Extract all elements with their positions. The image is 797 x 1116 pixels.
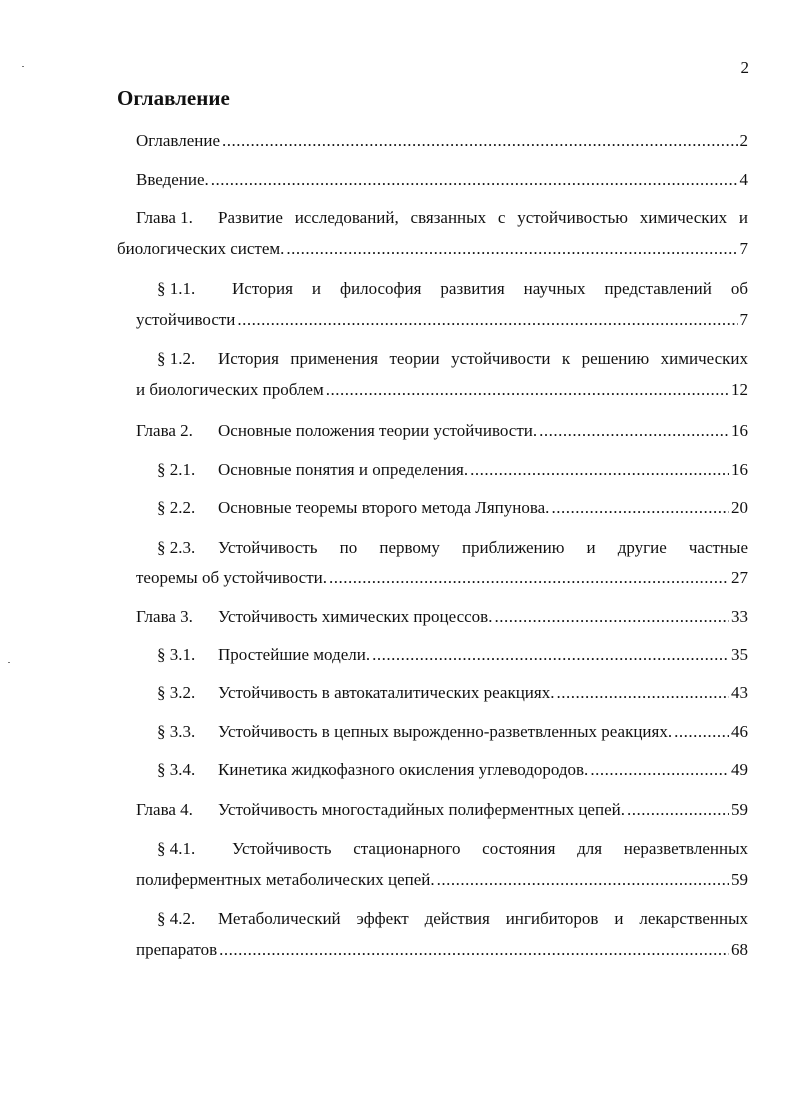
toc-entry-number: § 4.1.	[157, 839, 196, 858]
toc-entry-title-cont: и биологических проблем	[136, 380, 324, 399]
toc-entry-title: Простейшие модели.	[218, 645, 371, 664]
toc-entry-page: 4	[739, 170, 748, 189]
toc-entry-title: Устойчивость химических процессов.	[218, 607, 493, 626]
toc-entry-page: 2	[739, 131, 748, 150]
toc-entry-section-2-3-cont[interactable]	[136, 568, 748, 588]
dot-leader	[237, 310, 737, 330]
toc-entry-page: 7	[739, 239, 748, 258]
toc-entry-page: 59	[731, 800, 748, 819]
toc-entry-page: 12	[731, 380, 748, 399]
toc-entry-title-cont: теоремы об устойчивости.	[136, 568, 328, 587]
toc-entry-chapter-1[interactable]	[136, 208, 748, 228]
dot-leader	[437, 870, 729, 890]
toc-entry-page: 59	[731, 870, 748, 889]
toc-entry-number: § 3.3.	[157, 722, 196, 741]
toc-entry-page: 7	[739, 310, 748, 329]
toc-entry-title: Устойчивость в цепных вырожденно-разветвленных реакциях.	[218, 722, 673, 741]
toc-entry-section-3-2[interactable]	[157, 683, 748, 703]
toc-entry-chapter-3[interactable]	[136, 607, 748, 627]
toc-entry-contents[interactable]	[136, 131, 748, 151]
toc-entry-number: § 1.2.	[157, 349, 196, 368]
toc-entry-title: История применения теории устойчивости к решению химических	[218, 349, 748, 368]
dot-leader	[470, 460, 729, 480]
dot-leader	[590, 760, 729, 780]
toc-entry-title-cont: устойчивости	[136, 310, 236, 329]
toc-entry-section-2-1[interactable]	[157, 460, 748, 480]
toc-entry-section-3-3[interactable]	[157, 722, 748, 742]
dot-leader	[556, 683, 729, 703]
toc-entry-section-3-1[interactable]	[157, 645, 748, 665]
toc-entry-number: § 2.3.	[157, 538, 196, 557]
toc-entry-title: Устойчивость по первому приближению и другие частные	[218, 538, 748, 557]
toc-entry-number: Глава 3.	[136, 607, 193, 626]
toc-entry-section-4-1-cont[interactable]	[136, 870, 748, 890]
toc-entry-page: 20	[731, 498, 748, 517]
page-number: 2	[740, 58, 749, 77]
toc-entry-section-3-4[interactable]	[157, 760, 748, 780]
toc-entry-page: 27	[731, 568, 748, 587]
toc-entry-section-1-1-cont[interactable]	[136, 310, 748, 330]
toc-entry-number: § 3.1.	[157, 645, 196, 664]
toc-entry-number: § 2.1.	[157, 460, 196, 479]
toc-entry-title: Метаболический эффект действия ингибиторов и лекарственных	[218, 909, 748, 928]
toc-entry-title: История и философия развития научных представлений об	[232, 279, 748, 298]
toc-entry-number: § 1.1.	[157, 279, 196, 298]
toc-entry-page: 43	[731, 683, 748, 702]
toc-entry-section-1-1[interactable]	[157, 279, 748, 299]
toc-entry-title: Введение.	[136, 170, 209, 189]
toc-entry-introduction[interactable]	[136, 170, 748, 190]
toc-entry-page: 33	[731, 607, 748, 626]
toc-entry-chapter-2[interactable]	[136, 421, 748, 441]
toc-entry-title: Устойчивость в автокаталитических реакциях.	[218, 683, 555, 702]
toc-entry-title-cont: препаратов	[136, 940, 218, 959]
toc-entry-title: Оглавление	[136, 131, 220, 150]
toc-entry-page: 16	[731, 460, 748, 479]
dot-leader	[674, 722, 729, 742]
dot-leader	[219, 940, 729, 960]
toc-entry-title: Устойчивость многостадийных полиферментных цепей.	[218, 800, 625, 819]
toc-entry-number: § 3.4.	[157, 760, 196, 779]
toc-entry-title: Основные понятия и определения.	[218, 460, 469, 479]
scan-speck	[22, 66, 24, 67]
dot-leader	[329, 568, 729, 588]
toc-entry-title-cont: биологических систем.	[117, 239, 285, 258]
toc-entry-number: § 2.2.	[157, 498, 196, 517]
toc-entry-title: Основные теоремы второго метода Ляпунова.	[218, 498, 550, 517]
toc-entry-number: Глава 1.	[136, 208, 193, 227]
toc-entry-section-4-1[interactable]	[157, 839, 748, 859]
toc-entry-number: § 3.2.	[157, 683, 196, 702]
toc-heading: Оглавление	[117, 86, 230, 110]
dot-leader	[551, 498, 729, 518]
toc-entry-page: 35	[731, 645, 748, 664]
dot-leader	[627, 800, 729, 820]
toc-entry-title: Основные положения теории устойчивости.	[218, 421, 538, 440]
dot-leader	[539, 421, 729, 441]
dot-leader	[326, 380, 729, 400]
toc-entry-chapter-1-cont[interactable]	[117, 239, 748, 259]
toc-entry-page: 16	[731, 421, 748, 440]
toc-entry-page: 68	[731, 940, 748, 959]
toc-entry-section-4-2[interactable]	[157, 909, 748, 929]
toc-entry-title: Кинетика жидкофазного окисления углеводородов.	[218, 760, 589, 779]
toc-entry-section-1-2-cont[interactable]	[136, 380, 748, 400]
toc-entry-title: Развитие исследований, связанных с устойчивостью химических и	[218, 208, 748, 227]
toc-entry-number: § 4.2.	[157, 909, 196, 928]
toc-entry-page: 46	[731, 722, 748, 741]
toc-entry-number: Глава 2.	[136, 421, 193, 440]
toc-entry-section-4-2-cont[interactable]	[136, 940, 748, 960]
dot-leader	[494, 607, 729, 627]
toc-entry-number: Глава 4.	[136, 800, 193, 819]
dot-leader	[222, 131, 738, 151]
toc-entry-chapter-4[interactable]	[136, 800, 748, 820]
toc-entry-title: Устойчивость стационарного состояния для неразветвленных	[232, 839, 748, 858]
toc-entry-section-1-2[interactable]	[157, 349, 748, 369]
toc-entry-page: 49	[731, 760, 748, 779]
dot-leader	[372, 645, 729, 665]
dot-leader	[286, 239, 737, 259]
toc-entry-section-2-3[interactable]	[157, 538, 748, 558]
toc-entry-title-cont: полиферментных метаболических цепей.	[136, 870, 435, 889]
scan-speck	[8, 662, 10, 663]
toc-entry-section-2-2[interactable]	[157, 498, 748, 518]
dot-leader	[211, 170, 738, 190]
